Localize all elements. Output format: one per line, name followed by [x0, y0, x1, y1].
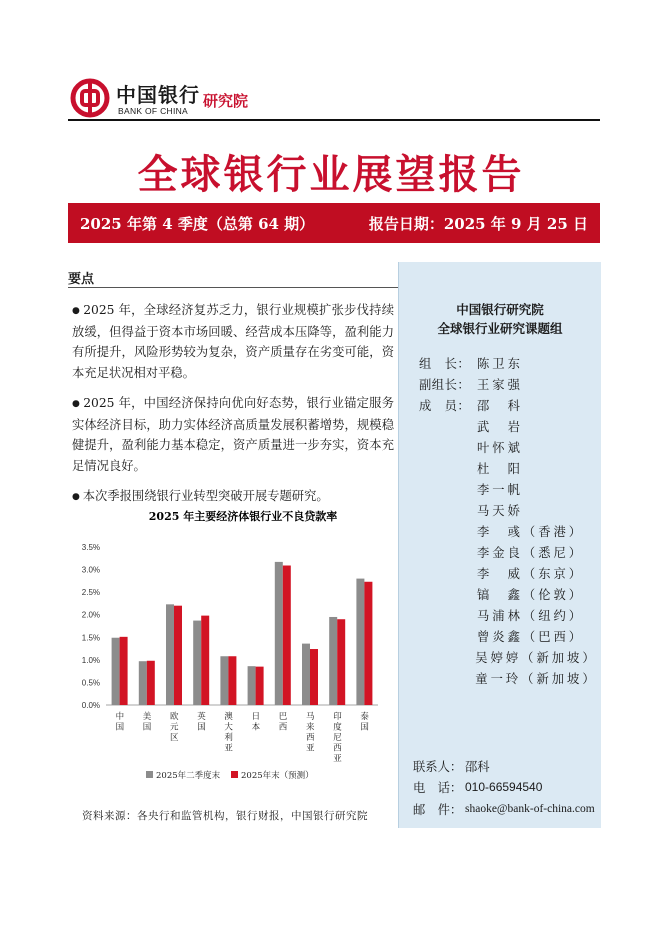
- summary-rule: [68, 287, 398, 288]
- deputy-name: 王家强: [477, 377, 523, 392]
- bar-q2: [139, 661, 147, 705]
- member-name: 镐 鑫（伦敦）: [477, 587, 585, 602]
- logo-chinese-name: 中国银行: [116, 83, 200, 107]
- member-name: 马浦林（纽约）: [477, 608, 585, 623]
- bar-forecast: [256, 667, 264, 705]
- summary-bullet: ● 2025 年，中国经济保持向优向好态势，银行业锚定服务实体经济目标，助力实体经济高质量发展积蓄增势，规模稳健提升，盈利能力基本稳定，资产质量进一步夯实，资本充足情况良好。: [72, 393, 394, 476]
- deputy-role: 副组长：: [419, 377, 471, 392]
- x-tick-label: 英国: [197, 712, 206, 733]
- y-tick-label: 2.5%: [81, 588, 100, 598]
- x-tick-label: 马来西亚: [306, 712, 315, 754]
- bank-of-china-logo-icon: [70, 78, 110, 118]
- team-sidebar: [398, 262, 601, 828]
- bar-forecast: [174, 606, 182, 705]
- contact-phone: 010-66594540: [465, 780, 543, 795]
- x-tick-label: 中国: [115, 712, 125, 733]
- bar-q2: [112, 638, 120, 705]
- x-tick-label: 日本: [251, 712, 261, 733]
- x-tick-label: 巴西: [278, 712, 288, 733]
- bar-q2: [275, 562, 283, 705]
- chart-title: 2025 年主要经济体银行业不良贷款率: [148, 510, 338, 523]
- member-row: [419, 541, 594, 562]
- issue-number: 2025 年第 4 季度（总第 64 期）: [80, 214, 315, 233]
- member-row: [419, 625, 594, 646]
- bar-forecast: [310, 649, 318, 705]
- deputy-row: [419, 373, 594, 394]
- member-row: [419, 583, 594, 604]
- legend-swatch: [231, 771, 238, 778]
- member-name: 吴婷婷（新加坡）: [475, 650, 598, 665]
- contact-mail-row: [413, 798, 603, 820]
- bar-q2: [220, 656, 228, 705]
- bar-forecast: [201, 616, 209, 705]
- x-tick-label: 欧元区: [170, 712, 179, 743]
- y-tick-label: 1.0%: [81, 655, 100, 665]
- staff-list: [419, 352, 598, 688]
- x-tick-label: 美国: [142, 712, 152, 733]
- header-rule: [68, 119, 600, 121]
- leader-role: 组 长：: [419, 356, 471, 371]
- member-name: 杜 阳: [477, 461, 523, 476]
- bar-forecast: [120, 637, 128, 705]
- data-source: 资料来源：各央行和监管机构，银行财报，中国银行研究院: [82, 810, 368, 822]
- npl-chart: [68, 500, 398, 800]
- bar-q2: [166, 604, 174, 705]
- member-row: [419, 499, 594, 520]
- bar-q2: [302, 644, 310, 705]
- y-tick-label: 1.5%: [81, 633, 100, 643]
- member-name: 李 威（东京）: [477, 566, 585, 581]
- member-row: [419, 415, 594, 436]
- bar-forecast: [283, 566, 291, 705]
- contact-mail[interactable]: shaoke@bank-of-china.com: [465, 802, 595, 815]
- summary-bullet: ● 2025 年，全球经济复苏乏力，银行业规模扩张步伐持续放缓，但得益于资本市场回暖、经营成本压降等，盈利能力有所提升，风险形势较为复杂，资产质量存在劣变可能，资本充足状况相对平稳。: [72, 300, 394, 383]
- leader-name: 陈卫东: [477, 356, 523, 371]
- member-row: [419, 478, 594, 499]
- bar-q2: [193, 621, 201, 705]
- member-name: 李 彧（香港）: [477, 524, 585, 539]
- bar-forecast: [228, 656, 236, 705]
- contact-phone-row: [413, 777, 603, 799]
- institute-label: 研究院: [203, 92, 249, 110]
- member-row: [419, 457, 594, 478]
- legend-label: 2025年二季度末: [156, 771, 221, 781]
- member-name: 李金良（悉尼）: [477, 545, 585, 560]
- legend-swatch: [146, 771, 153, 778]
- report-date: 报告日期：2025 年 9 月 25 日: [368, 214, 588, 233]
- group-name: 全球银行业研究课题组: [437, 321, 563, 336]
- research-group: [399, 300, 601, 338]
- contact-person-label: 联系人：: [413, 759, 463, 774]
- member-name: 曾炎鑫（巴西）: [477, 629, 585, 644]
- summary-heading: 要点: [68, 272, 95, 287]
- y-tick-label: 2.0%: [81, 610, 100, 620]
- bar-forecast: [364, 582, 372, 705]
- member-name: 武 岩: [477, 419, 523, 434]
- contact-phone-label: 电 话：: [413, 781, 463, 796]
- member-name: 童一玲（新加坡）: [475, 671, 598, 686]
- summary-bullet: ● 本次季报围绕银行业转型突破开展专题研究。: [72, 486, 394, 508]
- member-row: [419, 667, 598, 688]
- y-tick-label: 3.0%: [81, 565, 100, 575]
- x-tick-label: 澳大利亚: [224, 712, 233, 754]
- member-row: [419, 520, 594, 541]
- issue-banner: [68, 203, 600, 243]
- member-row: [419, 562, 594, 583]
- members-role: 成 员：: [419, 398, 471, 413]
- y-tick-label: 0.5%: [81, 678, 100, 688]
- contact-person-row: [413, 755, 603, 777]
- member-row: [419, 604, 594, 625]
- report-title: 全球银行业展望报告: [137, 152, 525, 198]
- member-name: 李一帆: [477, 482, 523, 497]
- x-tick-label: 泰国: [360, 712, 369, 733]
- y-tick-label: 3.5%: [81, 543, 100, 552]
- contact-person: 邵科: [465, 759, 490, 774]
- leader-row: [419, 352, 594, 373]
- member-name: 马天娇: [477, 503, 523, 518]
- bar-q2: [356, 579, 364, 705]
- member-name: 叶怀斌: [477, 440, 523, 455]
- y-tick-label: 0.0%: [81, 701, 100, 710]
- bar-q2: [329, 617, 337, 705]
- legend-label: 2025年末（预测）: [241, 771, 314, 781]
- logo-english-name: BANK OF CHINA: [118, 106, 189, 116]
- org-name: 中国银行研究院: [456, 302, 544, 317]
- member-row: [419, 646, 598, 667]
- bar-forecast: [337, 619, 345, 705]
- member-name: 邵 科: [477, 398, 523, 413]
- member-row: [419, 394, 594, 415]
- contact-block: [413, 755, 603, 820]
- x-tick-label: 印度尼西亚: [333, 712, 342, 764]
- member-row: [419, 436, 594, 457]
- bank-logo: [70, 78, 310, 122]
- contact-mail-label: 邮 件：: [413, 802, 463, 817]
- summary-bullets: [72, 300, 394, 518]
- bar-forecast: [147, 661, 155, 705]
- bar-q2: [248, 666, 256, 705]
